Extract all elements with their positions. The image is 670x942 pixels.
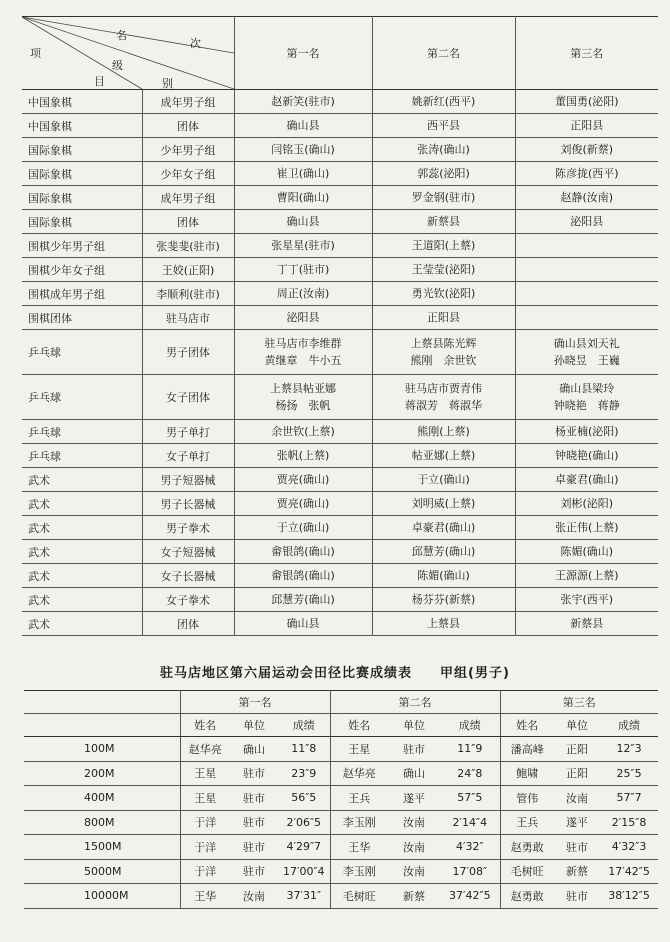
subheader-row (24, 714, 658, 737)
third-place-cell (515, 306, 658, 330)
item-cell: 武术 (22, 468, 142, 492)
unit-cell: 驻市 (554, 884, 600, 909)
winner-line: 泌阳县 (570, 215, 604, 228)
table-row (22, 588, 658, 612)
winner-line: 张涛(确山) (417, 143, 470, 156)
winner-line: 陈媚(确山) (560, 545, 614, 558)
winner-line: 卓豪君(确山) (554, 473, 619, 486)
item-cell: 国际象棋 (22, 210, 142, 234)
item-cell: 乒乓球 (22, 330, 142, 375)
third-place-cell (515, 540, 658, 564)
winner-line: 蒋淑芳 蒋淑华 (405, 399, 482, 412)
result-cell: 57″5 (440, 786, 500, 811)
third-place-cell (515, 282, 658, 306)
winner-line: 钟晓艳(确山) (554, 449, 619, 462)
first-place-cell (234, 234, 372, 258)
table-row (22, 420, 658, 444)
winner-line: 驻马店市贾青伟 (405, 382, 482, 395)
group-cell: 张斐斐(驻市) (142, 234, 234, 258)
table-row (22, 234, 658, 258)
unit-cell: 汝南 (388, 859, 440, 884)
result-cell: 57″7 (600, 786, 658, 811)
result-cell: 37′31″ (278, 884, 330, 909)
second-place-cell (372, 516, 515, 540)
unit-cell: 新蔡 (388, 884, 440, 909)
unit-cell: 遂平 (388, 786, 440, 811)
unit-cell: 确山 (388, 761, 440, 786)
corner-label-ci: 次 (190, 37, 201, 50)
winner-line: 张星星(驻市) (271, 239, 335, 252)
first-place-cell (234, 492, 372, 516)
winner-line: 帖亚娜(上蔡) (411, 449, 476, 462)
group-cell: 少年男子组 (142, 138, 234, 162)
result-cell: 4′29″7 (278, 835, 330, 860)
third-place-cell (515, 588, 658, 612)
event-cell: 1500M (24, 835, 180, 860)
table-row (22, 186, 658, 210)
winner-line: 新蔡县 (570, 617, 604, 630)
item-cell: 国际象棋 (22, 138, 142, 162)
item-cell: 围棋成年男子组 (22, 282, 142, 306)
table-row (22, 282, 658, 306)
unit-cell: 驻市 (230, 859, 278, 884)
corner-label-mu: 目 (94, 75, 105, 88)
subheader-cell: 单位 (230, 714, 278, 737)
first-place-cell (234, 330, 372, 375)
table-row (22, 258, 658, 282)
name-cell: 王华 (180, 884, 230, 909)
subheader-cell: 成绩 (440, 714, 500, 737)
table-row (22, 564, 658, 588)
unit-cell: 正阳 (554, 737, 600, 762)
third-place-cell (515, 114, 658, 138)
winner-line: 刘俊(新蔡) (560, 143, 614, 156)
unit-cell: 遂平 (554, 810, 600, 835)
first-place-cell (234, 282, 372, 306)
table-row (22, 114, 658, 138)
group-cell: 王姣(正阳) (142, 258, 234, 282)
third-place-cell (515, 330, 658, 375)
winner-line: 郭蕊(泌阳) (417, 167, 470, 180)
winner-line: 邱慧芳(确山) (271, 593, 335, 606)
winner-line: 勇光钦(泌阳) (411, 287, 476, 300)
subheader-cell: 单位 (388, 714, 440, 737)
second-place-cell (372, 588, 515, 612)
header-third-place: 第三名 (515, 17, 658, 90)
name-cell: 李玉刚 (330, 859, 388, 884)
item-cell: 乒乓球 (22, 375, 142, 420)
header-first-place: 第一名 (234, 17, 372, 90)
second-place-cell (372, 540, 515, 564)
item-cell: 乒乓球 (22, 420, 142, 444)
second-place-cell (372, 210, 515, 234)
first-place-cell (234, 468, 372, 492)
group-cell: 女子长器械 (142, 564, 234, 588)
winner-line: 杨芬芬(新蔡) (411, 593, 476, 606)
winner-line: 丁丁(驻市) (276, 263, 330, 276)
winner-line: 卓豪君(确山) (411, 521, 476, 534)
winner-line: 确山县梁玲 (559, 382, 615, 395)
unit-cell: 汝南 (554, 786, 600, 811)
header-second-place: 第二名 (372, 17, 515, 90)
result-cell: 2′15″8 (600, 810, 658, 835)
winner-line: 刘明威(上蔡) (411, 497, 476, 510)
unit-cell: 正阳 (554, 761, 600, 786)
table-row (24, 761, 658, 786)
group-cell: 团体 (142, 210, 234, 234)
third-place-cell (515, 516, 658, 540)
winner-line: 张帆(上蔡) (276, 449, 330, 462)
winner-line: 确山县刘天礼 (553, 337, 620, 350)
winner-line: 赵新笑(驻市) (271, 95, 335, 108)
empty-header-cell (24, 691, 180, 714)
header-second-place: 第二名 (330, 691, 500, 714)
unit-cell: 驻市 (230, 761, 278, 786)
group-cell: 女子单打 (142, 444, 234, 468)
first-place-cell (234, 588, 372, 612)
second-place-cell (372, 330, 515, 375)
first-place-cell (234, 90, 372, 114)
group-cell: 男子拳术 (142, 516, 234, 540)
winner-line: 王道阳(上蔡) (411, 239, 476, 252)
name-cell: 赵华亮 (180, 737, 230, 762)
second-place-cell (372, 564, 515, 588)
third-place-cell (515, 234, 658, 258)
table-row (24, 859, 658, 884)
third-place-cell (515, 186, 658, 210)
winner-line: 畲银鸽(确山) (271, 569, 335, 582)
winner-line: 正阳县 (570, 119, 604, 132)
third-place-cell (515, 564, 658, 588)
winner-line: 曹阳(确山) (276, 191, 330, 204)
group-cell: 女子短器械 (142, 540, 234, 564)
third-place-cell (515, 468, 658, 492)
name-cell: 于洋 (180, 835, 230, 860)
table-row (22, 90, 658, 114)
result-cell: 23″9 (278, 761, 330, 786)
name-cell: 管伟 (500, 786, 554, 811)
result-cell: 17′08″ (440, 859, 500, 884)
winner-line: 于立(确山) (417, 473, 470, 486)
result-cell: 37′42″5 (440, 884, 500, 909)
result-cell: 17′42″5 (600, 859, 658, 884)
winner-line: 周正(汝南) (276, 287, 330, 300)
second-place-cell (372, 468, 515, 492)
corner-label-ji: 级 (112, 59, 123, 72)
table-row (22, 375, 658, 420)
table-row (24, 810, 658, 835)
name-cell: 王星 (330, 737, 388, 762)
winner-line: 于立(确山) (276, 521, 330, 534)
winner-line: 贾亮(确山) (276, 473, 330, 486)
first-place-cell (234, 138, 372, 162)
table-row (24, 835, 658, 860)
result-cell: 25″5 (600, 761, 658, 786)
table-row (22, 330, 658, 375)
winner-line: 张宇(西平) (560, 593, 614, 606)
item-cell: 武术 (22, 540, 142, 564)
subheader-cell: 成绩 (600, 714, 658, 737)
winner-line: 姚新红(西平) (411, 95, 476, 108)
group-cell: 男子单打 (142, 420, 234, 444)
item-cell: 中国象棋 (22, 114, 142, 138)
winner-line: 上蔡县陈光辉 (410, 337, 477, 350)
winner-line: 余世钦(上蔡) (271, 425, 335, 438)
third-place-cell (515, 444, 658, 468)
winner-line: 闫铭玉(确山) (271, 143, 335, 156)
item-cell: 国际象棋 (22, 162, 142, 186)
header-third-place: 第三名 (500, 691, 658, 714)
group-cell: 驻马店市 (142, 306, 234, 330)
table-row (22, 162, 658, 186)
corner-label-xiang: 项 (30, 47, 41, 60)
name-cell: 王华 (330, 835, 388, 860)
winner-line: 杨亚楠(泌阳) (554, 425, 619, 438)
athletics-results-title: 驻马店地区第六届运动会田径比赛成绩表 甲组(男子) (160, 666, 510, 681)
winner-line: 正阳县 (427, 311, 460, 324)
result-cell: 38′12″5 (600, 884, 658, 909)
third-place-cell (515, 138, 658, 162)
third-place-cell (515, 612, 658, 636)
second-place-cell (372, 114, 515, 138)
name-cell: 毛树旺 (500, 859, 554, 884)
table-row (22, 540, 658, 564)
first-place-cell (234, 114, 372, 138)
result-cell: 11″8 (278, 737, 330, 762)
corner-label-ming: 名 (116, 29, 127, 42)
item-cell: 中国象棋 (22, 90, 142, 114)
third-place-cell (515, 420, 658, 444)
table-row (22, 210, 658, 234)
first-place-cell (234, 612, 372, 636)
winner-line: 董国勇(泌阳) (554, 95, 619, 108)
group-cell: 男子长器械 (142, 492, 234, 516)
winner-line: 上蔡县 (427, 617, 460, 630)
third-place-cell (515, 162, 658, 186)
winner-line: 熊刚(上蔡) (417, 425, 470, 438)
result-cell: 11″9 (440, 737, 500, 762)
group-cell: 男子短器械 (142, 468, 234, 492)
unit-cell: 汝南 (388, 810, 440, 835)
second-place-cell (372, 186, 515, 210)
winner-line: 刘彬(泌阳) (560, 497, 614, 510)
item-cell: 武术 (22, 612, 142, 636)
group-cell: 男子团体 (142, 330, 234, 375)
first-place-cell (234, 186, 372, 210)
item-cell: 国际象棋 (22, 186, 142, 210)
name-cell: 于洋 (180, 810, 230, 835)
group-cell: 团体 (142, 114, 234, 138)
table-row (22, 138, 658, 162)
first-place-cell (234, 444, 372, 468)
second-place-cell (372, 306, 515, 330)
first-place-cell (234, 306, 372, 330)
group-cell: 女子拳术 (142, 588, 234, 612)
winner-line: 驻马店市李维群 (264, 337, 342, 350)
winner-line: 王莹莹(泌阳) (411, 263, 476, 276)
result-cell: 12″3 (600, 737, 658, 762)
result-cell: 24″8 (440, 761, 500, 786)
table-row (22, 612, 658, 636)
winner-line: 黄继章 牛小五 (264, 354, 342, 367)
result-cell: 56″5 (278, 786, 330, 811)
table-row (22, 492, 658, 516)
item-cell: 武术 (22, 492, 142, 516)
name-cell: 于洋 (180, 859, 230, 884)
second-place-cell (372, 234, 515, 258)
result-cell: 17′00″4 (278, 859, 330, 884)
name-cell: 王兵 (500, 810, 554, 835)
event-cell: 400M (24, 786, 180, 811)
name-cell: 潘高峰 (500, 737, 554, 762)
event-cell: 200M (24, 761, 180, 786)
winner-line: 钟晓艳 蒋静 (553, 399, 620, 412)
item-cell: 乒乓球 (22, 444, 142, 468)
winner-line: 赵静(汝南) (560, 191, 614, 204)
winner-line: 新蔡县 (427, 215, 460, 228)
result-cell: 2′14″4 (440, 810, 500, 835)
second-place-cell (372, 162, 515, 186)
corner-label-bie: 别 (162, 77, 173, 90)
event-cell: 10000M (24, 884, 180, 909)
winner-line: 崔卫(确山) (276, 167, 330, 180)
empty-subheader-cell (24, 714, 180, 737)
unit-cell: 驻市 (230, 786, 278, 811)
winner-line: 上蔡县帖亚娜 (270, 382, 336, 395)
unit-cell: 汝南 (388, 835, 440, 860)
event-cell: 5000M (24, 859, 180, 884)
group-cell: 团体 (142, 612, 234, 636)
first-place-cell (234, 420, 372, 444)
winner-line: 杨扬 张帆 (275, 399, 331, 412)
table-row (22, 444, 658, 468)
second-place-cell (372, 612, 515, 636)
third-place-cell (515, 375, 658, 420)
winner-line: 西平县 (427, 119, 460, 132)
name-cell: 王兵 (330, 786, 388, 811)
winner-line: 王源源(上蔡) (554, 569, 619, 582)
unit-cell: 驻市 (230, 810, 278, 835)
header-first-place: 第一名 (180, 691, 330, 714)
diagonal-corner-header (22, 17, 234, 90)
item-cell: 围棋少年女子组 (22, 258, 142, 282)
result-cell: 2′06″5 (278, 810, 330, 835)
first-place-cell (234, 210, 372, 234)
table-header-row (22, 17, 658, 90)
event-cell: 100M (24, 737, 180, 762)
table-row (24, 737, 658, 762)
event-cell: 800M (24, 810, 180, 835)
first-place-cell (234, 375, 372, 420)
unit-cell: 确山 (230, 737, 278, 762)
group-cell: 成年男子组 (142, 186, 234, 210)
group-cell: 少年女子组 (142, 162, 234, 186)
unit-cell: 驻市 (388, 737, 440, 762)
unit-cell: 驻市 (554, 835, 600, 860)
second-place-cell (372, 90, 515, 114)
subheader-cell: 姓名 (500, 714, 554, 737)
table-row (22, 468, 658, 492)
table-row (24, 786, 658, 811)
winner-line: 罗金钢(驻市) (411, 191, 476, 204)
third-place-cell (515, 258, 658, 282)
group-cell: 李顺利(驻市) (142, 282, 234, 306)
table-row (22, 306, 658, 330)
second-place-cell (372, 492, 515, 516)
item-cell: 围棋少年男子组 (22, 234, 142, 258)
unit-cell: 新蔡 (554, 859, 600, 884)
name-cell: 王星 (180, 761, 230, 786)
third-place-cell (515, 90, 658, 114)
place-header-row (24, 691, 658, 714)
name-cell: 赵勇敢 (500, 884, 554, 909)
name-cell: 鲍啸 (500, 761, 554, 786)
item-cell: 围棋团体 (22, 306, 142, 330)
first-place-cell (234, 540, 372, 564)
winner-line: 确山县 (286, 617, 320, 630)
second-place-cell (372, 138, 515, 162)
second-place-cell (372, 375, 515, 420)
winner-line: 确山县 (286, 119, 320, 132)
second-place-cell (372, 282, 515, 306)
name-cell: 李玉刚 (330, 810, 388, 835)
result-cell: 4′32″3 (600, 835, 658, 860)
winner-line: 畲银鸽(确山) (271, 545, 335, 558)
winner-line: 邱慧芳(确山) (411, 545, 476, 558)
winner-line: 张正伟(上蔡) (554, 521, 619, 534)
diagonal-lines (22, 17, 234, 89)
sports-results-table (22, 16, 658, 636)
item-cell: 武术 (22, 516, 142, 540)
winner-line: 陈媚(确山) (417, 569, 470, 582)
subheader-cell: 姓名 (180, 714, 230, 737)
winner-line: 泌阳县 (286, 311, 320, 324)
table-row (22, 516, 658, 540)
athletics-results-table (24, 690, 658, 909)
winner-line: 熊刚 余世钦 (410, 354, 477, 367)
first-place-cell (234, 258, 372, 282)
subheader-cell: 姓名 (330, 714, 388, 737)
name-cell: 赵勇敢 (500, 835, 554, 860)
first-place-cell (234, 516, 372, 540)
name-cell: 王星 (180, 786, 230, 811)
second-place-cell (372, 420, 515, 444)
winner-line: 贾亮(确山) (276, 497, 330, 510)
group-cell: 女子团体 (142, 375, 234, 420)
winner-line: 陈彦拢(西平) (554, 167, 619, 180)
item-cell: 武术 (22, 564, 142, 588)
second-place-cell (372, 444, 515, 468)
group-cell: 成年男子组 (142, 90, 234, 114)
first-place-cell (234, 564, 372, 588)
second-place-cell (372, 258, 515, 282)
subheader-cell: 单位 (554, 714, 600, 737)
third-place-cell (515, 210, 658, 234)
subheader-cell: 成绩 (278, 714, 330, 737)
first-place-cell (234, 162, 372, 186)
name-cell: 毛树旺 (330, 884, 388, 909)
item-cell: 武术 (22, 588, 142, 612)
unit-cell: 驻市 (230, 835, 278, 860)
result-cell: 4′32″ (440, 835, 500, 860)
unit-cell: 汝南 (230, 884, 278, 909)
name-cell: 赵华亮 (330, 761, 388, 786)
third-place-cell (515, 492, 658, 516)
winner-line: 确山县 (286, 215, 320, 228)
winner-line: 孙晓昱 王巍 (553, 354, 620, 367)
table-row (24, 884, 658, 909)
